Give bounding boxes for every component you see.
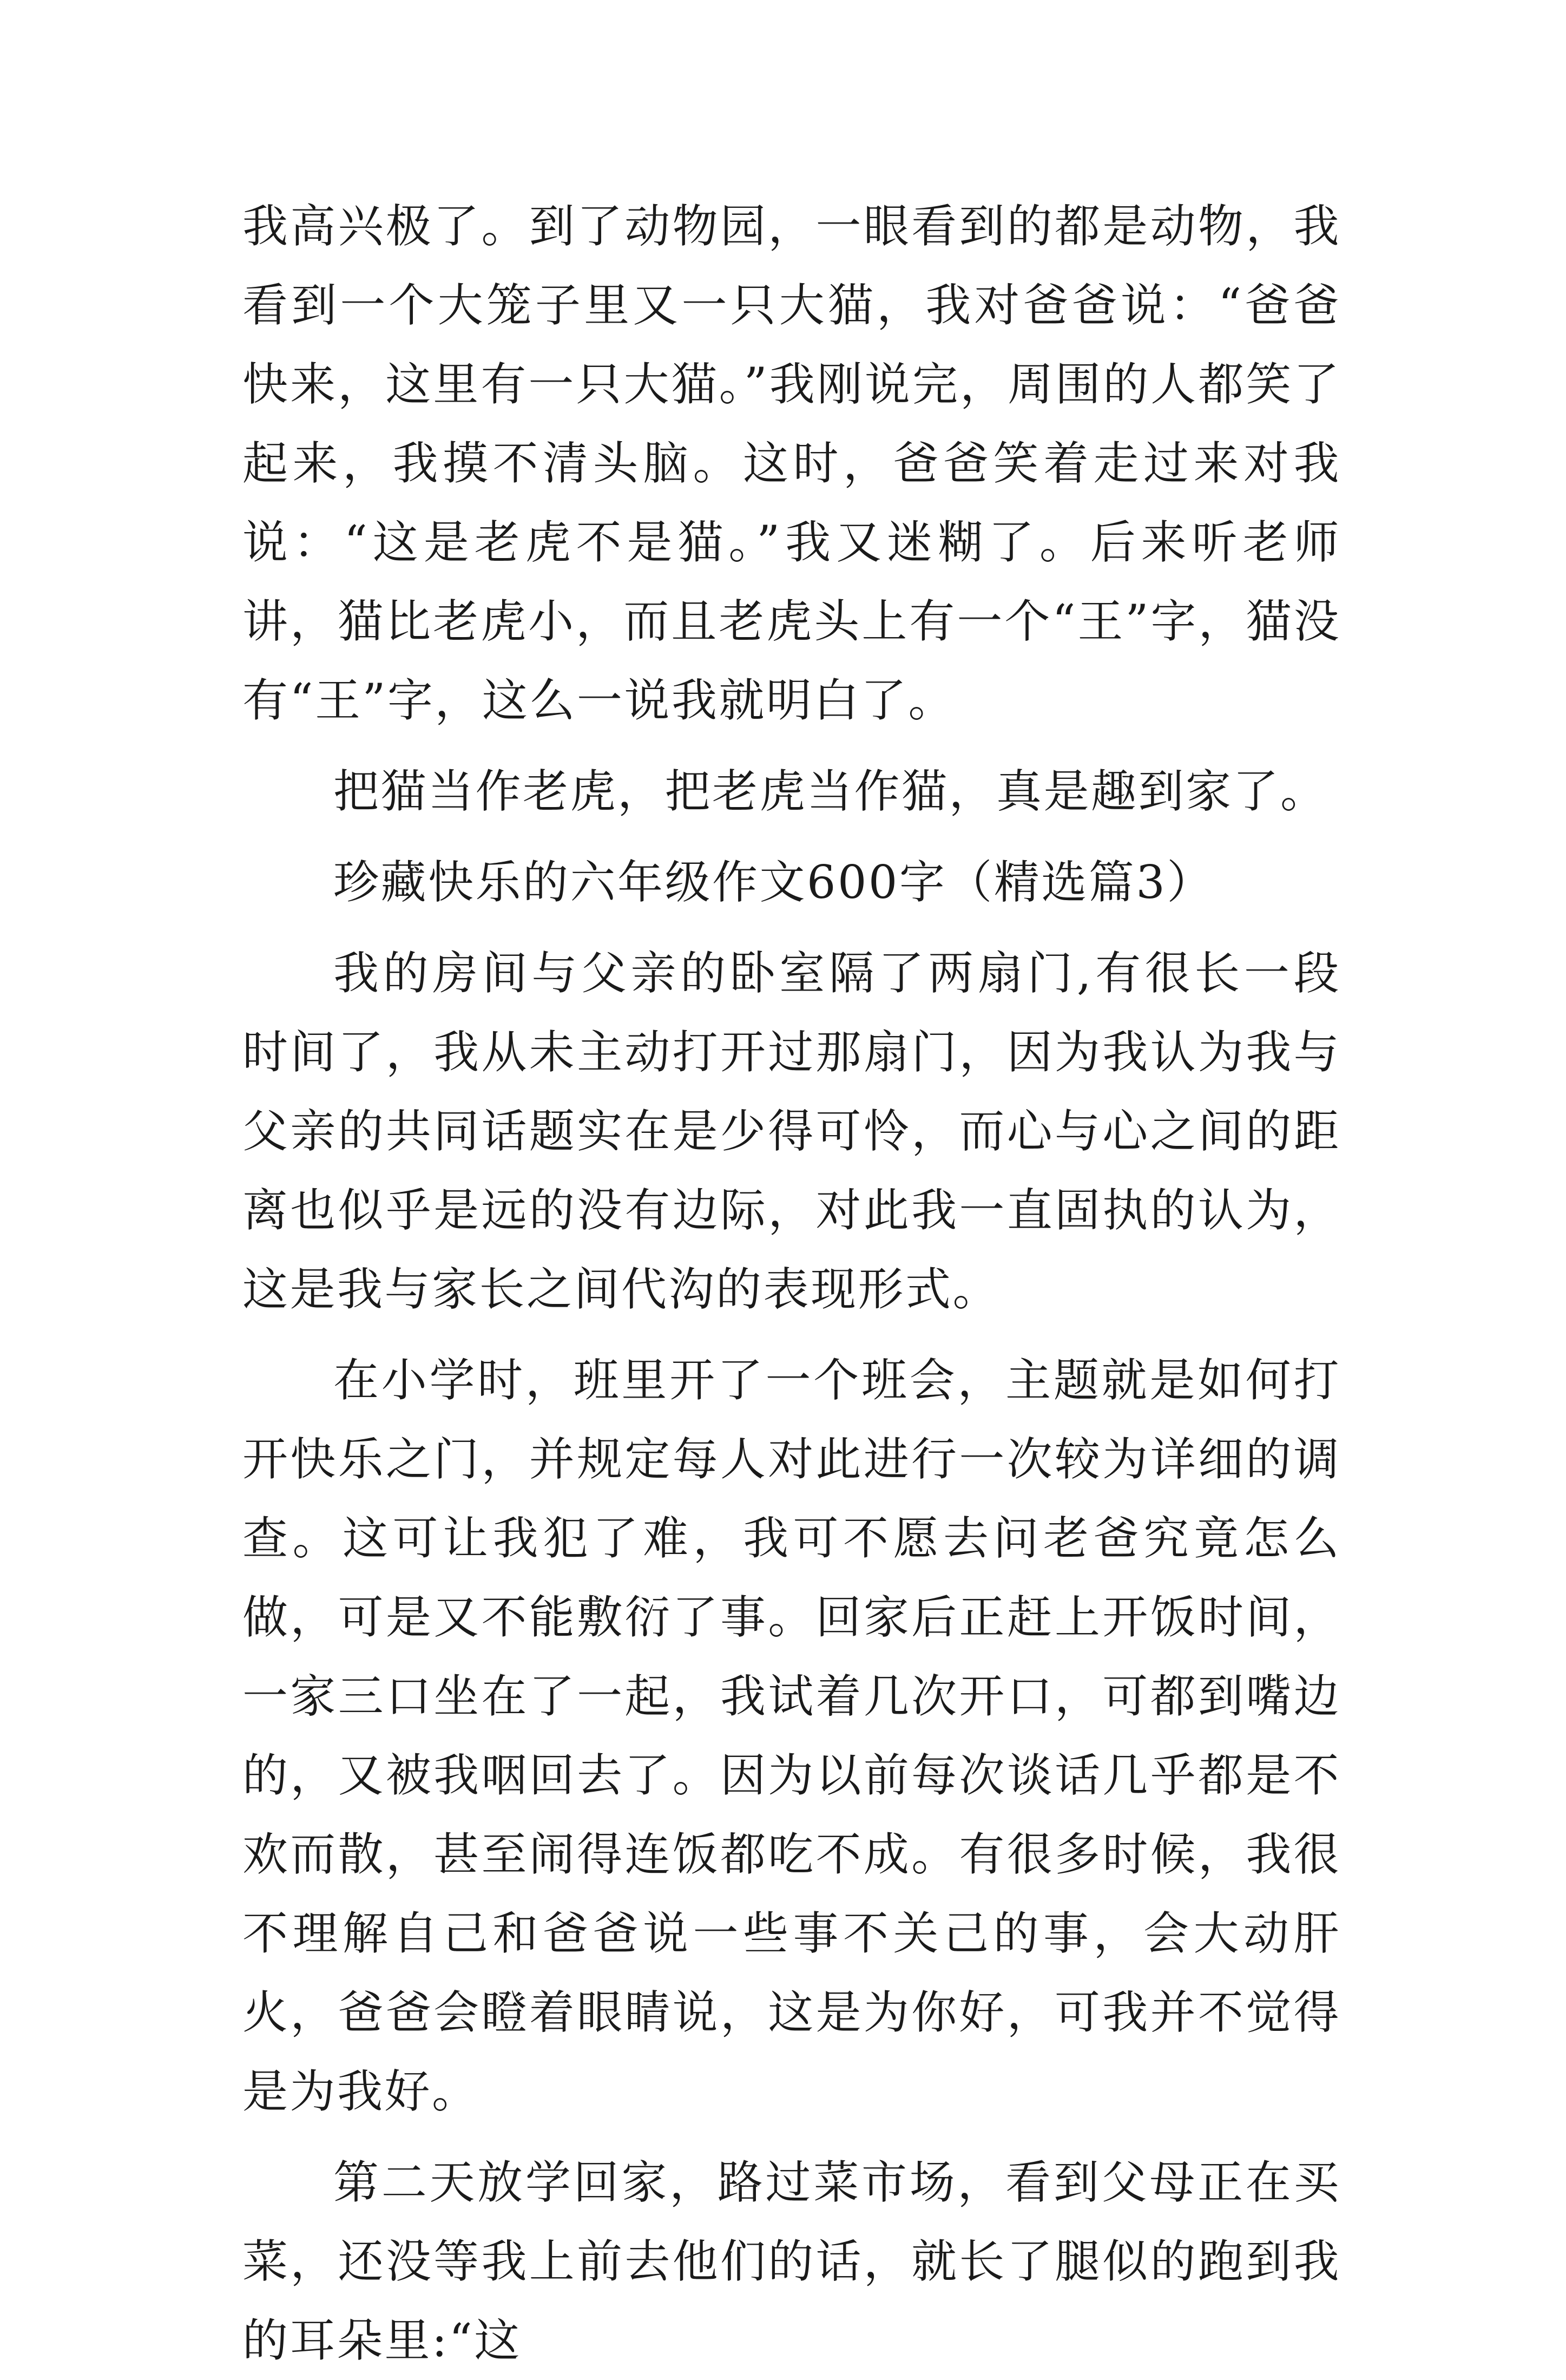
essay-section-title: 珍藏快乐的六年级作文600字（精选篇3）: [333, 856, 1214, 909]
paragraph-cat-tiger-conclusion: 把猫当作老虎，把老虎当作猫，真是趣到家了。: [333, 765, 1328, 818]
paragraph-vegetable-market: 第二天放学回家，路过菜市场，看到父母正在买菜，还没等我上前去他们的话，就长了腿似的跑到我的耳朵里:“这: [242, 2156, 1341, 2367]
essay-body: [242, 187, 1341, 2380]
paragraph-room-door: 我的房间与父亲的卧室隔了两扇门,有很长一段时间了，我从未主动打开过那扇门，因为我认为我与父亲的共同话题实在是少得可怜，而心与心之间的距离也似乎是远的没有边际，对此我一直固执的认为，这是我与家长之间代沟的表现形式。: [242, 947, 1341, 1316]
paragraph-class-meeting: 在小学时，班里开了一个班会，主题就是如何打开快乐之门，并规定每人对此进行一次较为详细的调查。这可让我犯了难，我可不愿去问老爸究竟怎么做，可是又不能敷衍了事。回家后正赶上开饭时间，一家三口坐在了一起，我试着几次开口，可都到嘴边的，又被我咽回去了。因为以前每次谈话几乎都是不欢而散，甚至闹得连饭都吃不成。有很多时候，我很不理解自己和爸爸说一些事不关己的事，会大动肝火，爸爸会瞪着眼睛说，这是为你好，可我并不觉得是为我好。: [242, 1354, 1341, 2118]
paragraph-zoo-story: 我高兴极了。到了动物园，一眼看到的都是动物，我看到一个大笼子里又一只大猫，我对爸爸说：“爸爸快来，这里有一只大猫。”我刚说完，周围的人都笑了起来，我摸不清头脑。这时，爸爸笑着走过来对我说：“这是老虎不是猫。”我又迷糊了。后来听老师讲，猫比老虎小，而且老虎头上有一个“王”字，猫没有“王”字，这么一说我就明白了。: [242, 200, 1341, 727]
